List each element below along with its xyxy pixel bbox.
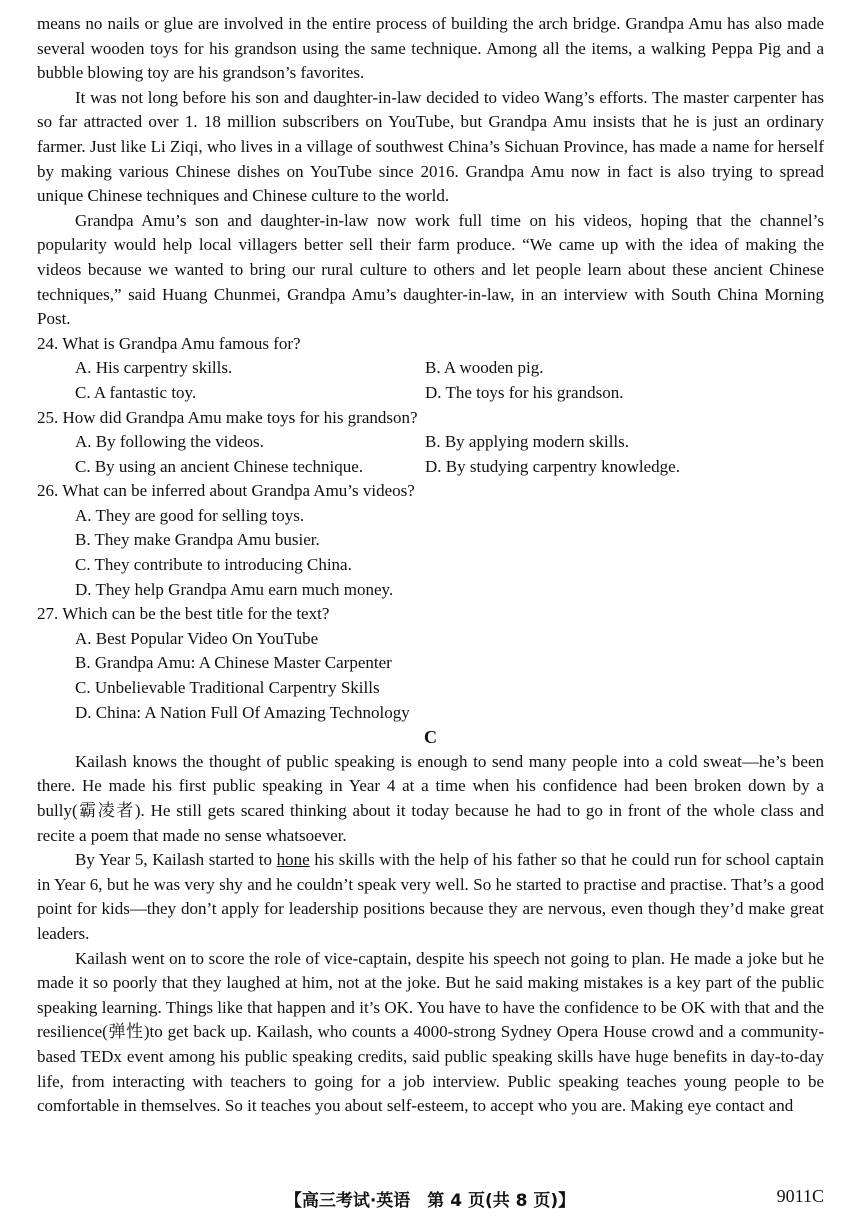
question-25-stem: 25. How did Grandpa Amu make toys for his grandson? xyxy=(37,407,418,427)
question-26-options xyxy=(37,504,824,602)
question-26-option-d: D. They help Grandpa Amu earn much money. xyxy=(75,579,394,599)
question-24-option-a: A. His carpentry skills. xyxy=(75,358,233,378)
passage-b-paragraph-2: It was not long before his son and daughter-in-law decided to video Wang’s efforts. The master carpenter has so far attracted over 1. 18 million subscribers on YouTube, but Grandpa Amu insists that he is just an ordinary farmer. Just like Li Ziqi, who lives in a village of southwest China’s Sichuan Province, has made a name for herself by making various Chinese dishes on YouTube since 2016. Grandpa Amu now in fact is also trying to spread unique Chinese techniques and Chinese culture to the world. xyxy=(37,87,824,206)
question-27-option-a: A. Best Popular Video On YouTube xyxy=(75,628,319,648)
question-26-option-b: B. They make Grandpa Amu busier. xyxy=(75,530,320,550)
question-27-option-c: C. Unbelievable Traditional Carpentry Skills xyxy=(75,678,380,698)
passage-c-heading: C xyxy=(424,727,437,748)
question-24-option-c: C. A fantastic toy. xyxy=(75,382,197,402)
page-footer xyxy=(0,1186,860,1214)
question-27-stem: 27. Which can be the best title for the text? xyxy=(37,604,330,624)
question-25-options xyxy=(37,430,824,479)
passage-c-p2-end: his skills with the help of his father so that he could run for school captain in Year 6, but he was very shy and he couldn’t speak very well. So he started to practise and practise. That’s a good point for kids—they don’t apply for leadership positions because they are nervous, even though they’d make great leaders. xyxy=(37,850,824,943)
question-24-option-d: D. The toys for his grandson. xyxy=(425,382,624,402)
passage-b-paragraph-1: means no nails or glue are involved in the entire process of building the arch bridge. Grandpa Amu has also made several wooden toys for his grandson using the same technique. Among all the items, a walking Peppa Pig and a bubble blowing toy are his grandson’s favorites. xyxy=(37,14,824,83)
question-26-option-c: C. They contribute to introducing China. xyxy=(75,555,352,575)
passage-c-paragraph-2 xyxy=(37,848,824,946)
question-27-options xyxy=(37,627,824,725)
passage-c-paragraph-3: Kailash went on to score the role of vice-captain, despite his speech not going to plan. He made a joke but he made it so poorly that they laughed at him, not at the joke. But he said making mistakes is a key part of the public speaking learning. Things like that happen and it’s OK. You have to have the confidence to be OK with that and the resilience(弹性)to get back up. Kailash, who counts a 4000-strong Sydney Opera House crowd and a community-based TEDx event among his public speaking credits, said public speaking skills have huge benefits in day-to-day life, from interacting with teachers to going for a job interview. Public speaking teaches young people to be comfortable in themselves. So it teaches you about self-esteem, to accept who you are. Making eye contact and xyxy=(37,948,824,1116)
question-27-option-b: B. Grandpa Amu: A Chinese Master Carpenter xyxy=(75,653,392,673)
passage-b-paragraph-3: Grandpa Amu’s son and daughter-in-law now work full time on his videos, hoping that the channel’s popularity would help local villagers better sell their farm produce. “We came up with the idea of making the videos because we wanted to bring our rural culture to others and let people learn about these ancient Chinese techniques,” said Huang Chunmei, Grandpa Amu’s daughter-in-law, in an interview with South China Morning Post. xyxy=(37,210,824,329)
exam-page xyxy=(37,12,824,1119)
question-25-option-d: D. By studying carpentry knowledge. xyxy=(425,456,680,476)
question-24-stem: 24. What is Grandpa Amu famous for? xyxy=(37,333,301,353)
question-24-option-b: B. A wooden pig. xyxy=(425,358,544,378)
question-26-option-a: A. They are good for selling toys. xyxy=(75,505,305,525)
passage-c-p2-start: By Year 5, Kailash started to xyxy=(75,850,277,870)
question-25-option-c: C. By using an ancient Chinese technique. xyxy=(75,456,363,476)
footer-exam-code: 9011C xyxy=(776,1186,824,1206)
underlined-word-hone: hone xyxy=(276,850,310,870)
passage-c-paragraph-1: Kailash knows the thought of public speaking is enough to send many people into a cold sweat—he’s been there. He made his first public speaking in Year 4 at a time when his confidence had been broken down by a bully(霸凌者). He still gets scared thinking about it today because he had to go in front of the whole class and recite a poem that made no sense whatsoever. xyxy=(37,751,824,845)
question-25-option-b: B. By applying modern skills. xyxy=(425,432,629,452)
question-25-option-a: A. By following the videos. xyxy=(75,432,264,452)
footer-page-info: 【高三考试·英语 第 4 页(共 8 页)】 xyxy=(284,1191,576,1211)
question-24-options xyxy=(37,356,824,405)
question-27-option-d: D. China: A Nation Full Of Amazing Technology xyxy=(75,702,410,722)
question-26-stem: 26. What can be inferred about Grandpa Amu’s videos? xyxy=(37,481,415,501)
